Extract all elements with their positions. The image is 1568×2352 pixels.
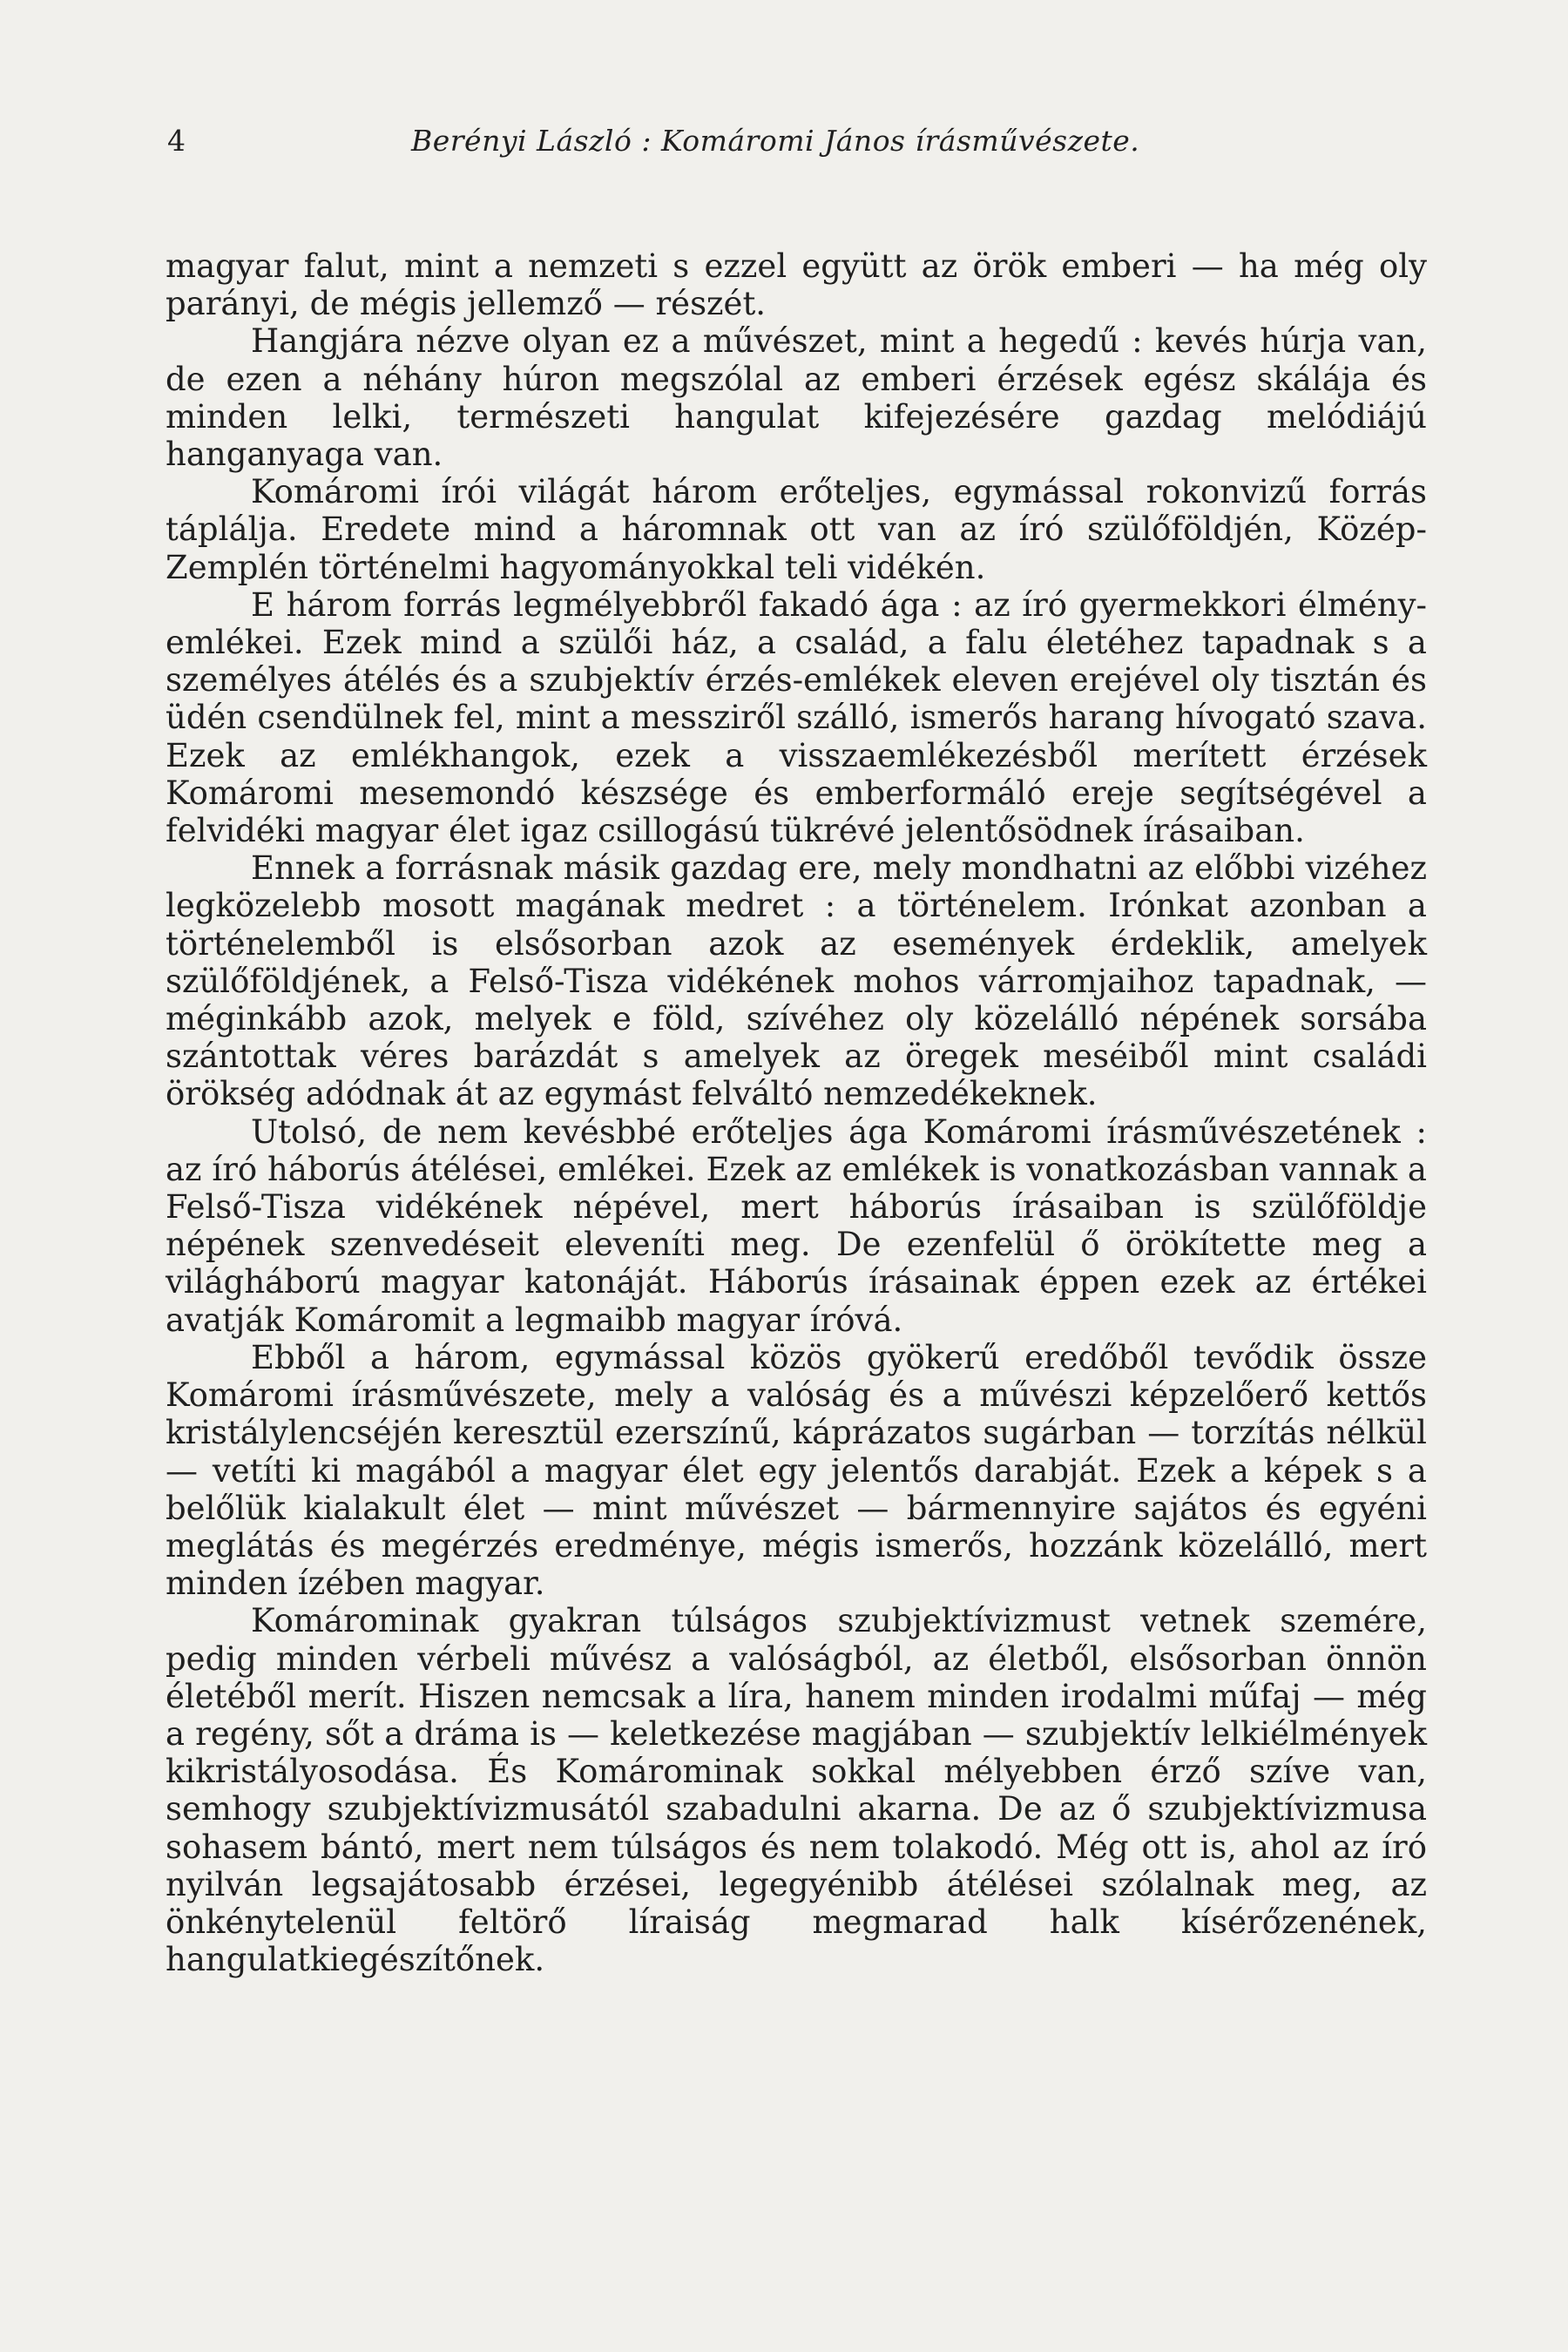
paragraph-8: Komárominak gyakran túlságos szubjektívizmust vetnek szemére, pedig minden vérbeli művész a valóságból, az életből, elsősorban önnön életéből merít. Hiszen nemcsak a líra, hanem minden irodalmi műfaj — még a regény, sőt a dráma is — keletkezése magjában — szubjektív lelkiélmények kikristályosodása. És Komárominak sokkal mélyebben érző szíve van, semhogy szubjektívizmusától szabadulni akarna. De az ő szubjektívizmusa sohasem bántó, mert nem túlságos és nem tolakodó. Még ott is, ahol az író nyilván legsajátosabb érzései, legegyénibb átélései szólalnak meg, az önkénytelenül feltörő líraiság megmarad halk kísérőzenének, hangulatkiegészítőnek. [166,1602,1427,1979]
running-title: Berényi László : Komáromi János írásművészete. [411,124,1140,158]
paragraph-7: Ebből a három, egymással közös gyökerű eredőből tevődik össze Komáromi írásművészete, mely a valóság és a művészi képzelőerő kettős kristálylencséjén keresztül ezerszínű, káprázatos sugárban — torzítás nélkül — vetíti ki magából a magyar élet egy jelentős darabját. Ezek a képek s a belőlük kialakult élet — mint művészet — bármennyire sajátos és egyéni meglátás és megérzés eredménye, mégis ismerős, hozzánk közelálló, mert minden ízében magyar. [166,1338,1427,1603]
paragraph-2: Hangjára nézve olyan ez a művészet, mint a hegedű : kevés húrja van, de ezen a néhány húron megszólal az emberi érzések egész skálája és minden lelki, természeti hangulat kifejezésére gazdag melódiájú hanganyaga van. [166,322,1427,474]
paragraph-4: E három forrás legmélyebbről fakadó ága : az író gyermekkori élmény-emlékei. Ezek mind a szülői ház, a család, a falu életéhez tapadnak s a személyes átélés és a szubjektív érzés-emlékek eleven erejével oly tisztán és üdén csendülnek fel, mint a messziről szálló, ismerős harang hívogató szava. Ezek az emlékhangok, ezek a visszaemlékezésből merített érzések Komáromi mesemondó készsége és emberformáló ereje segítségével a felvidéki magyar élet igaz csillogású tükrévé jelentősödnek írásaiban. [166,585,1427,850]
paragraph-3: Komáromi írói világát három erőteljes, egymással rokonvizű forrás táplálja. Eredete mind a háromnak ott van az író szülőföldjén, Közép-Zemplén történelmi hagyományokkal teli vidékén. [166,473,1427,586]
body-text [166,247,1427,1978]
paragraph-1: magyar falut, mint a nemzeti s ezzel együtt az örök emberi — ha még oly parányi, de mégis jellemző — részét. [166,247,1427,323]
paragraph-6: Utolsó, de nem kevésbbé erőteljes ága Komáromi írásművészetének : az író háborús átélései, emlékei. Ezek az emlékek is vonatkozásban vannak a Felső-Tisza vidékének népével, mert háborús írásaiban is szülőföldje népének szenvedéseit eleveníti meg. De ezenfelül ő örökítette meg a világháború magyar katonáját. Háborús írásainak éppen ezek az értékei avatják Komáromit a legmaibb magyar íróvá. [166,1112,1427,1339]
paragraph-5: Ennek a forrásnak másik gazdag ere, mely mondhatni az előbbi vizéhez legközelebb mosott magának medret : a történelem. Irónkat azonban a történelemből is elsősorban azok az események érdeklik, amelyek szülőföldjének, a Felső-Tisza vidékének mohos várromjaihoz tapadnak, — méginkább azok, melyek e föld, szívéhez oly közelálló népének sorsába szántottak véres barázdát s amelyek az öregek meséiből mint családi örökség adódnak át az egymást felváltó nemzedékeknek. [166,849,1427,1113]
page-number: 4 [167,124,186,158]
